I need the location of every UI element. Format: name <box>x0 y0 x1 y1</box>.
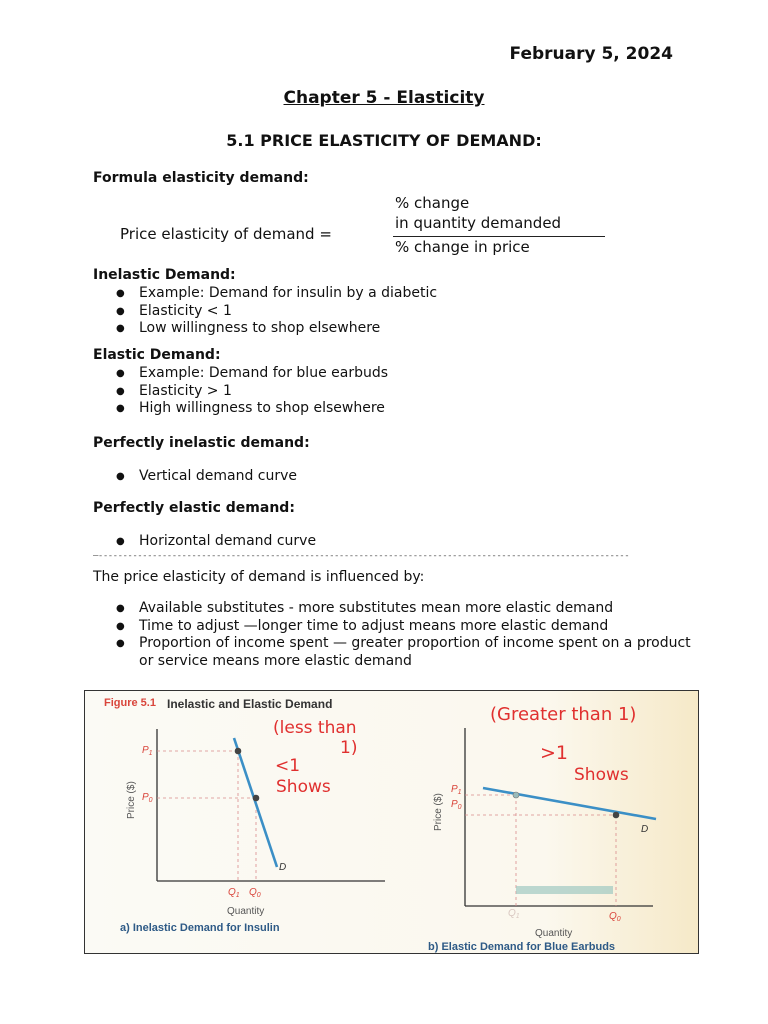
perfectly-elastic-list <box>93 533 693 551</box>
left-p1-label: $P_1$ <box>142 745 153 757</box>
right-x-axis-label: Quantity <box>535 928 573 939</box>
list-item: ● Example: Demand for blue earbuds <box>93 365 693 383</box>
influences-intro: The price elasticity of demand is influenced by: <box>93 569 425 585</box>
figure-photo <box>84 690 699 954</box>
left-q0-label: $Q_0$ <box>249 887 261 899</box>
figure-title: Inelastic and Elastic Demand <box>167 697 333 711</box>
fraction-bar <box>393 236 605 237</box>
right-y-axis-label: Price ($) <box>433 793 444 831</box>
elastic-list <box>93 365 693 418</box>
perfectly-inelastic-list <box>93 468 693 486</box>
figure-number: Figure 5.1 <box>104 697 156 709</box>
right-q0-label: $Q_0$ <box>609 911 621 923</box>
list-item: ● Elasticity < 1 <box>93 303 693 321</box>
list-item: ● Low willingness to shop elsewhere <box>93 320 693 338</box>
formula-label: Formula elasticity demand: <box>93 170 309 186</box>
list-item: ● Elasticity > 1 <box>93 383 693 401</box>
left-point-p1 <box>235 748 242 755</box>
list-item: ● Example: Demand for insulin by a diabetic <box>93 285 693 303</box>
right-handwritten-note-3: Shows <box>574 765 629 785</box>
list-item: ● Horizontal demand curve <box>93 533 693 551</box>
list-item: ● Time to adjust —longer time to adjust means more elastic demand <box>93 618 693 636</box>
left-handwritten-note-4: Shows <box>276 777 331 797</box>
paper-background <box>85 691 698 953</box>
perfectly-inelastic-heading: Perfectly inelastic demand: <box>93 435 310 451</box>
inelastic-heading: Inelastic Demand: <box>93 267 236 283</box>
list-item: ● Proportion of income spent — greater proportion of income spent on a product or service means more elastic demand <box>93 635 693 670</box>
right-caption: b) Elastic Demand for Blue Earbuds <box>428 941 616 953</box>
left-point-p0 <box>253 795 260 802</box>
perfectly-elastic-heading: Perfectly elastic demand: <box>93 500 295 516</box>
influences-list <box>93 600 693 670</box>
left-q1-label: $Q_1$ <box>228 887 240 899</box>
section-title: 5.1 PRICE ELASTICITY OF DEMAND: <box>226 131 542 150</box>
left-y-axis-label: Price ($) <box>126 781 137 819</box>
left-x-axis-label: Quantity <box>227 906 265 917</box>
right-handwritten-note-2: >1 <box>540 742 569 764</box>
right-point-p0 <box>613 812 620 819</box>
left-handwritten-note-2: 1) <box>340 738 358 758</box>
list-item: ● High willingness to shop elsewhere <box>93 400 693 418</box>
left-p0-label: $P_0$ <box>142 792 153 804</box>
formula-numerator-line2: in quantity demanded <box>395 214 562 232</box>
chapter-title: Chapter 5 - Elasticity <box>283 88 485 108</box>
figure-svg <box>85 691 698 953</box>
right-q1-label: $Q_1$ <box>508 908 520 920</box>
formula-numerator-line1: % change <box>395 194 470 212</box>
right-highlight-marker <box>516 886 613 894</box>
inelastic-list <box>93 285 693 338</box>
left-handwritten-note-3: <1 <box>275 756 301 776</box>
right-point-p1 <box>513 792 519 798</box>
formula-lhs: Price elasticity of demand = <box>120 225 332 243</box>
left-curve-label: D <box>279 862 287 873</box>
formula-denominator: % change in price <box>395 238 530 256</box>
right-p0-label: $P_0$ <box>451 799 462 811</box>
left-caption: a) Inelastic Demand for Insulin <box>120 922 280 934</box>
elasticity-formula <box>120 192 620 260</box>
left-handwritten-note-1: (less than <box>273 718 357 738</box>
divider: —------------------------------------------------------------------------------------------------------------ <box>93 551 630 561</box>
list-item: ● Vertical demand curve <box>93 468 693 486</box>
elastic-heading: Elastic Demand: <box>93 347 221 363</box>
right-p1-label: $P_1$ <box>451 784 462 796</box>
right-curve-label: D <box>641 824 649 835</box>
right-handwritten-note-1: (Greater than 1) <box>490 704 637 725</box>
list-item: ● Available substitutes - more substitutes mean more elastic demand <box>93 600 693 618</box>
date: February 5, 2024 <box>509 44 673 64</box>
